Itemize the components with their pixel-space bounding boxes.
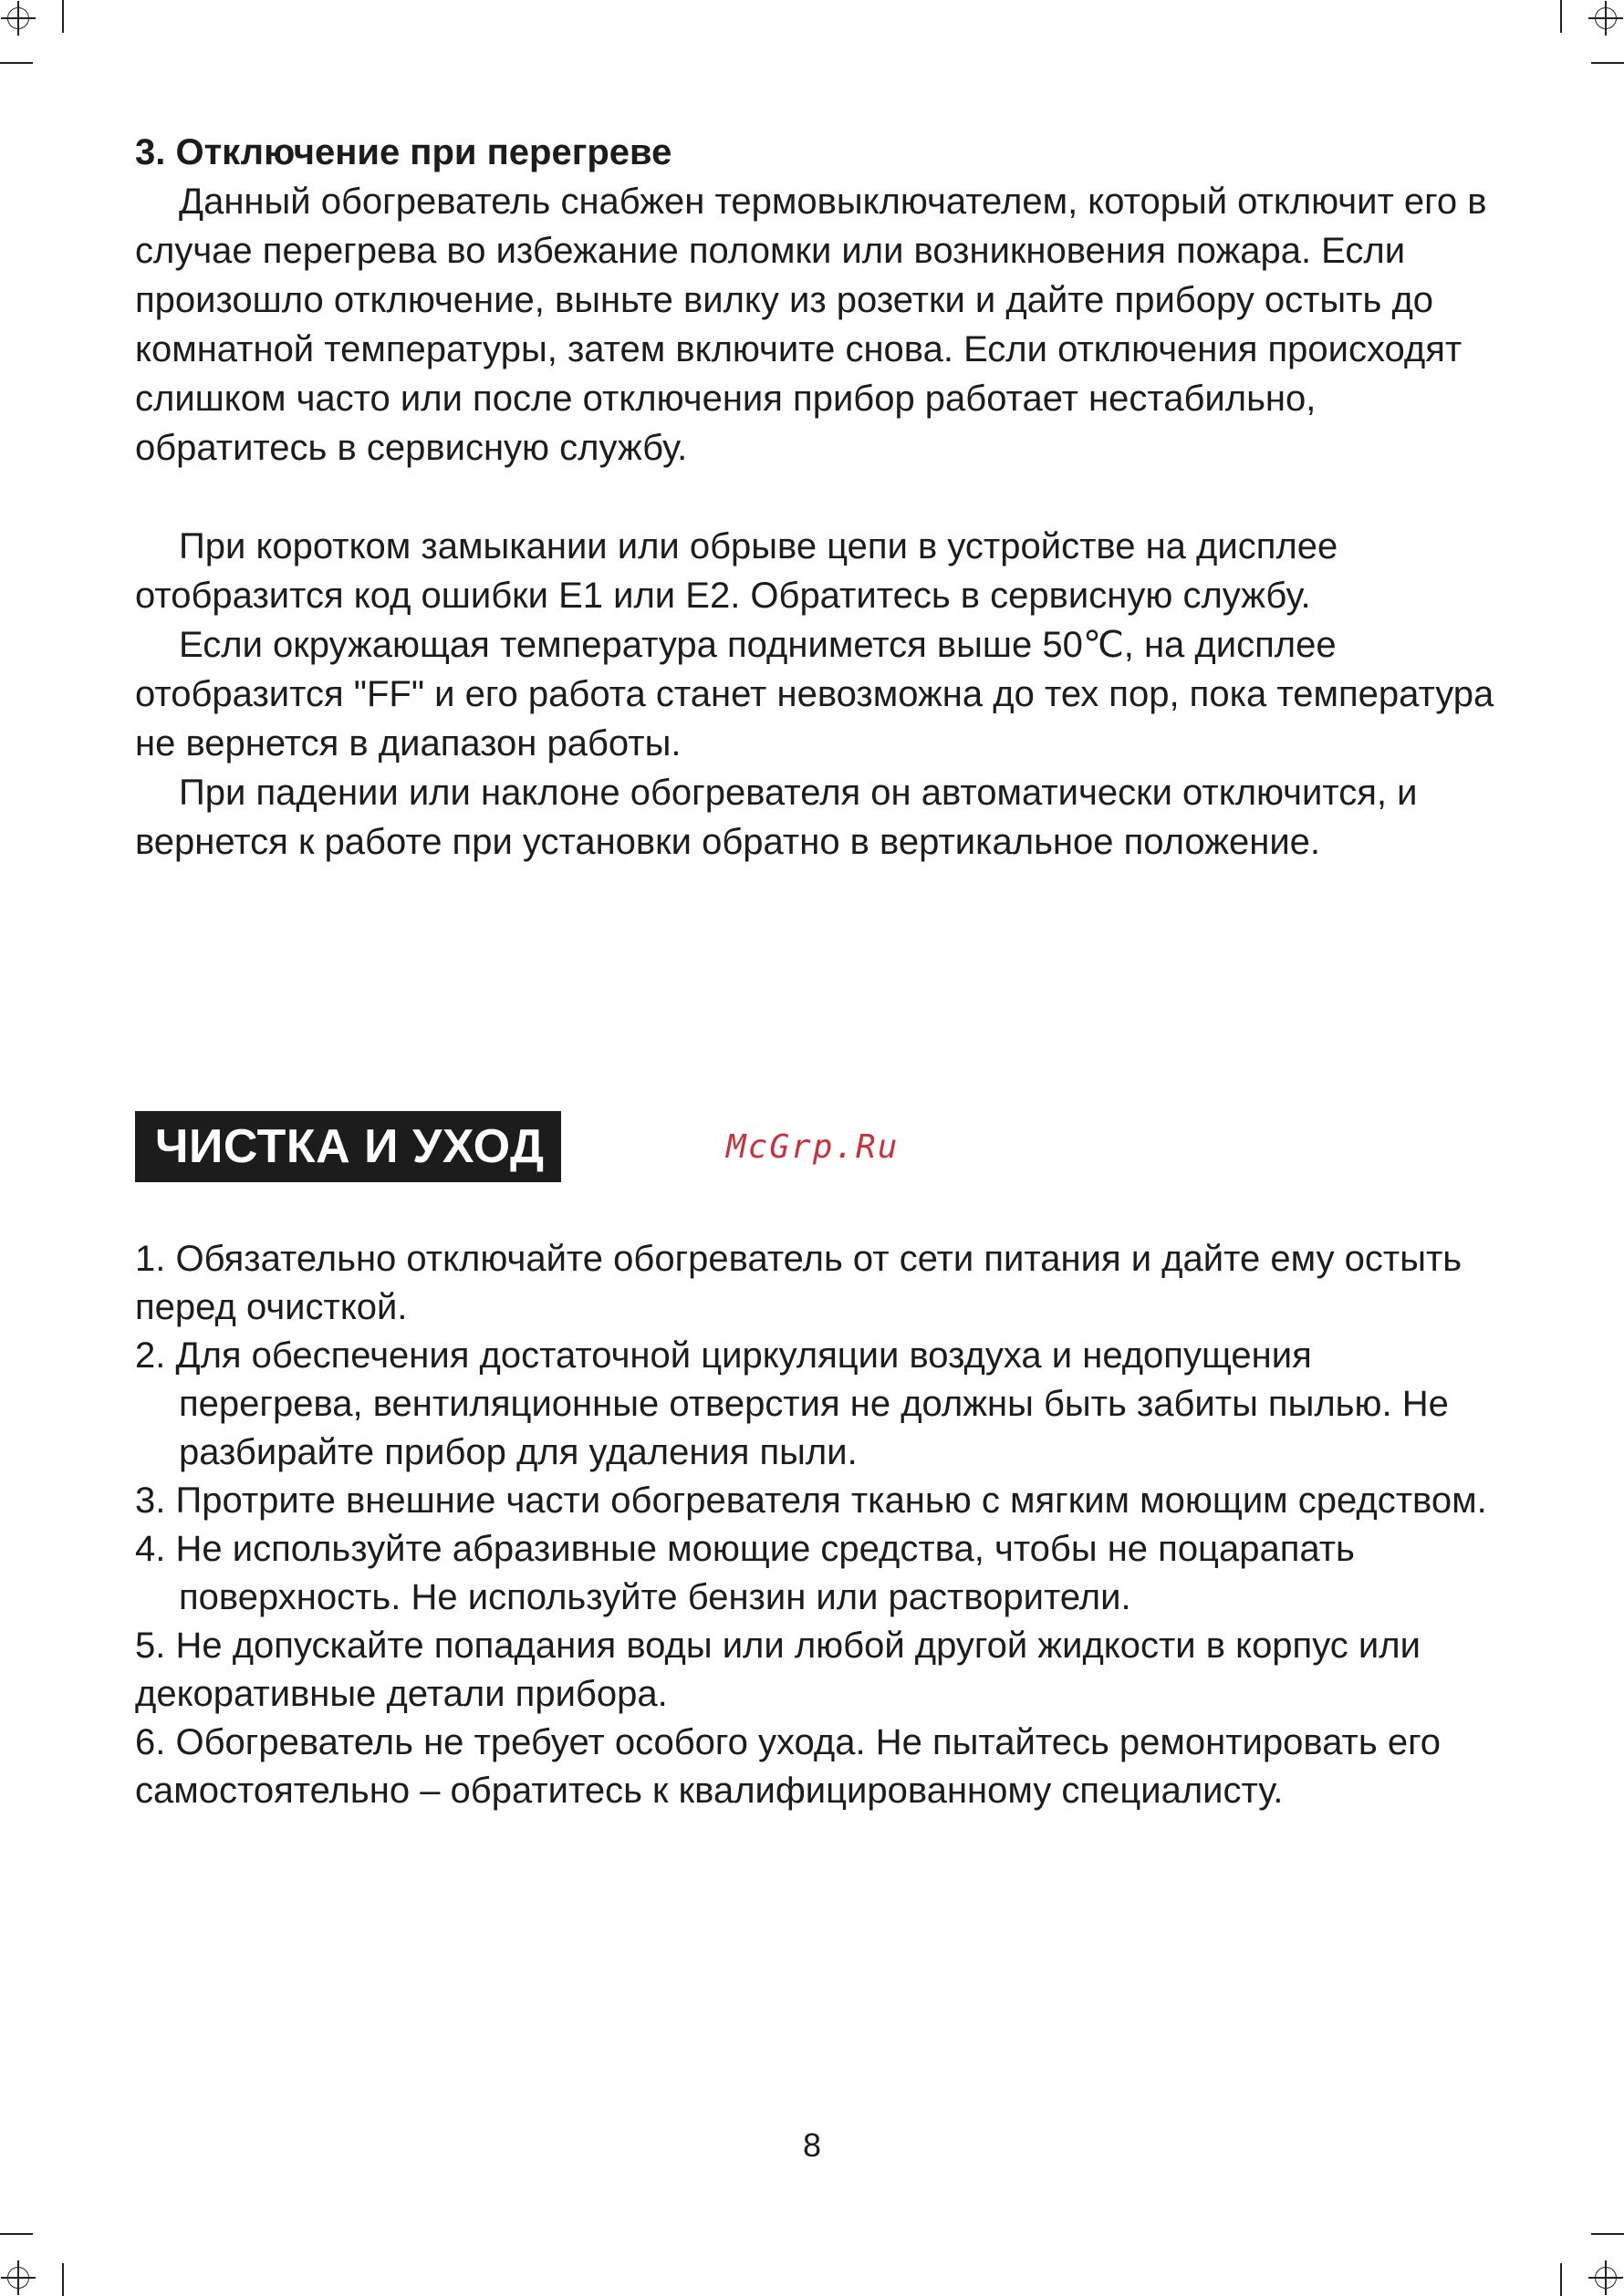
crop-mark — [62, 0, 64, 33]
tilt-paragraph: При падении или наклоне обогревателя он автоматически отключится, и вернется к работе при установки обратно в вертикальное положение. — [135, 773, 1418, 862]
registration-mark-icon — [1595, 7, 1617, 29]
cleaning-list — [135, 1235, 1504, 1815]
list-item: 4. Не используйте абразивные моющие средства, чтобы не поцарапать поверхность. Не используйте бензин или растворители. — [135, 1529, 1355, 1617]
list-item: 2. Для обеспечения достаточной циркуляции воздуха и недопущения перегрева, вентиляционные отверстия не должны быть забиты пылью. Не разбирайте прибор для удаления пыли. — [135, 1335, 1449, 1472]
error-code-paragraph: При коротком замыкании или обрыве цепи в устройстве на дисплее отобразится код ошибки Е1 или Е2. Обратитесь в сервисную службу. — [135, 526, 1338, 616]
list-item: 3. Протрите внешние части обогревателя тканью с мягким моющим средством. — [135, 1480, 1487, 1521]
crop-mark — [62, 2263, 64, 2296]
cleaning-title: ЧИСТКА И УХОД — [135, 1111, 561, 1182]
list-item: 1. Обязательно отключайте обогреватель от сети питания и дайте ему остыть перед очисткой. — [135, 1239, 1463, 1327]
registration-mark-icon — [7, 2267, 29, 2289]
page-number: 8 — [802, 2126, 822, 2164]
list-item: 6. Обогреватель не требует особого ухода. Не пытайтесь ремонтировать его самостоятельно – обратитесь к квалифицированному специалисту. — [135, 1722, 1442, 1811]
crop-mark — [1560, 2263, 1562, 2296]
overheat-section — [135, 128, 1504, 867]
registration-mark-icon — [7, 7, 29, 29]
cleaning-header — [135, 1111, 561, 1182]
registration-mark-icon — [1595, 2267, 1617, 2289]
list-item: 5. Не допускайте попадания воды или любой другой жидкости в корпус или декоративные детали прибора. — [135, 1626, 1421, 1714]
overheat-paragraph: Данный обогреватель снабжен термовыключателем, который отключит его в случае перегрева во избежание поломки или возникновения пожара. Если произошло отключение, выньте вилку из розетки и дайте прибору остыть до комнатной температуры, затем включите снова. Если отключения происходят слишком часто или после отключения прибор работает нестабильно, обратитесь в сервисную службу. — [135, 182, 1487, 468]
crop-mark — [0, 62, 33, 64]
watermark: McGrp.Ru — [726, 1128, 900, 1166]
crop-mark — [1591, 62, 1624, 64]
crop-mark — [1591, 2233, 1624, 2235]
overheat-heading: 3. Отключение при перегреве — [135, 132, 672, 172]
spacer — [135, 473, 1504, 522]
crop-mark — [0, 2233, 33, 2235]
temperature-paragraph: Если окружающая температура поднимется выше 50℃, на дисплее отобразится "FF" и его работа станет невозможна до тех пор, пока температура не вернется в диапазон работы. — [135, 625, 1494, 764]
crop-mark — [1560, 0, 1562, 33]
